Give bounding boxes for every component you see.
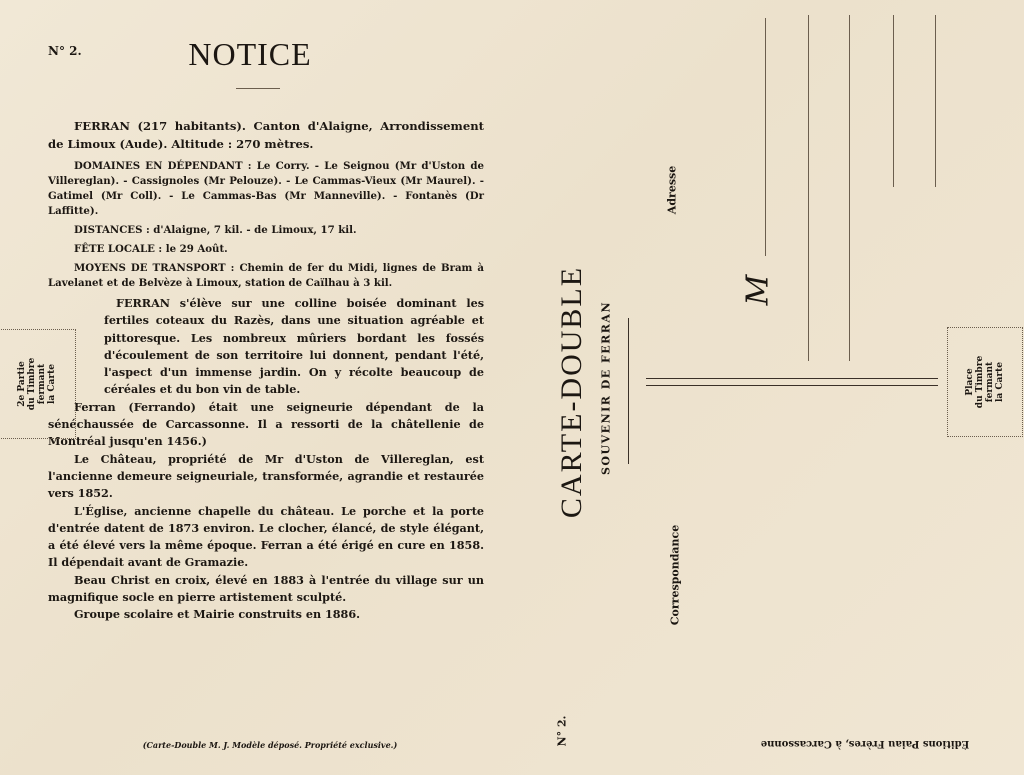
address-label: Adresse (665, 165, 679, 215)
stamp-right-line2: du Timbre (975, 355, 985, 409)
stamp-left-label (17, 358, 57, 410)
notice-paragraph-eglise: L'Église, ancienne chapelle du château. Le porche et la porte d'entrée datent de 1873 environ. Le clocher, élancé, de style élégant, a été élevé vers la même époque. Ferran a été érigé en cure en 1858. Il dépendait avant de Gramazie. (48, 503, 484, 570)
notice-paragraph-christ: Beau Christ en croix, élevé en 1883 à l'entrée du village sur un magnifique socle en pierre artistement sculpté. (48, 572, 484, 605)
honorific-mark: M (740, 274, 776, 306)
notice-title: NOTICE (188, 36, 312, 72)
notice-paragraph-domains: DOMAINES EN DÉPENDANT : Le Corry. - Le Seignou (Mr d'Uston de Villereglan). - Cassignoles (Mr Pelouze). - Le Cammas-Vieux (Mr Maurel). - Gatimel (Mr Coll). - Le Cammas-Bas (Mr Manneville). - Fontanès (Dr Laffitte). (48, 160, 484, 217)
notice-number: N° 2. (48, 44, 82, 58)
notice-paragraph-history: Ferran (Ferrando) était une seigneurie dépendant de la sénéchaussée de Carcassonne. Il a ressorti de la châtellenie de Montréal jusqu'en 1456.) (48, 399, 484, 449)
notice-paragraph-school: Groupe scolaire et Mairie construits en 1886. (74, 607, 361, 622)
notice-paragraph-chateau: Le Château, propriété de Mr d'Uston de Villereglan, est l'ancienne demeure seigneuriale, transformée, agrandie et restaurée vers 1852. (48, 451, 484, 501)
notice-paragraph-fete: FÊTE LOCALE : le 29 Août. (74, 243, 228, 255)
stamp-right-line3: fermant (985, 361, 995, 403)
carte-double-title: CARTE-DOUBLE (555, 265, 588, 519)
notice-paragraph-description: FERRAN s'élève sur une colline boisée dominant les fertiles coteaux du Razès, dans une situation agréable et pittoresque. Les nombreux mûriers bordant les fossés d'écoulement de son territoire lui donnent, pendant l'été, l'aspect d'un immense jardin. On y récolte beaucoup de céréales et du bon vin de table. (104, 296, 484, 397)
address-line-1 (765, 18, 766, 256)
souvenir-subtitle: SOUVENIR DE FERRAN (599, 300, 613, 476)
stamp-left-line3: fermant (37, 363, 47, 405)
correspondence-label: Correspondance (668, 524, 682, 626)
stamp-right-line4: la Carte (995, 362, 1005, 403)
address-line-5 (935, 15, 936, 187)
notice-footnote: (Carte-Double M. J. Modèle déposé. Propriété exclusive.) (142, 740, 398, 750)
center-number: N° 2. (555, 715, 569, 747)
address-line-4 (893, 15, 894, 187)
stamp-left-line1: 2e Partie (17, 361, 27, 407)
stamp-right-label (965, 356, 1005, 408)
center-divider (628, 318, 629, 464)
stamp-right-line1: Place (965, 368, 975, 396)
stamp-left-line4: la Carte (47, 364, 57, 405)
address-line-2 (808, 15, 809, 361)
stamp-left-line2: du Timbre (27, 357, 37, 411)
stamp-box-left (0, 329, 76, 439)
notice-paragraph-distances: DISTANCES : d'Alaigne, 7 kil. - de Limoux, 17 kil. (74, 224, 357, 236)
notice-paragraph-transport: MOYENS DE TRANSPORT : Chemin de fer du Midi, lignes de Bram à Lavelanet et de Belvèze à Limoux, station de Caïlhau à 3 kil. (48, 262, 484, 289)
horizontal-rule-bottom (646, 385, 938, 386)
publisher-credit: Éditions Paiau Frères, à Carcassonne (760, 738, 970, 749)
horizontal-rule-top (646, 378, 938, 379)
notice-paragraph-location: FERRAN (217 habitants). Canton d'Alaigne, Arrondissement de Limoux (Aude). Altitude : 270 mètres. (48, 119, 484, 151)
stamp-box-right (947, 327, 1023, 437)
notice-text (48, 118, 484, 624)
address-line-3 (849, 15, 850, 361)
title-divider (236, 88, 280, 89)
